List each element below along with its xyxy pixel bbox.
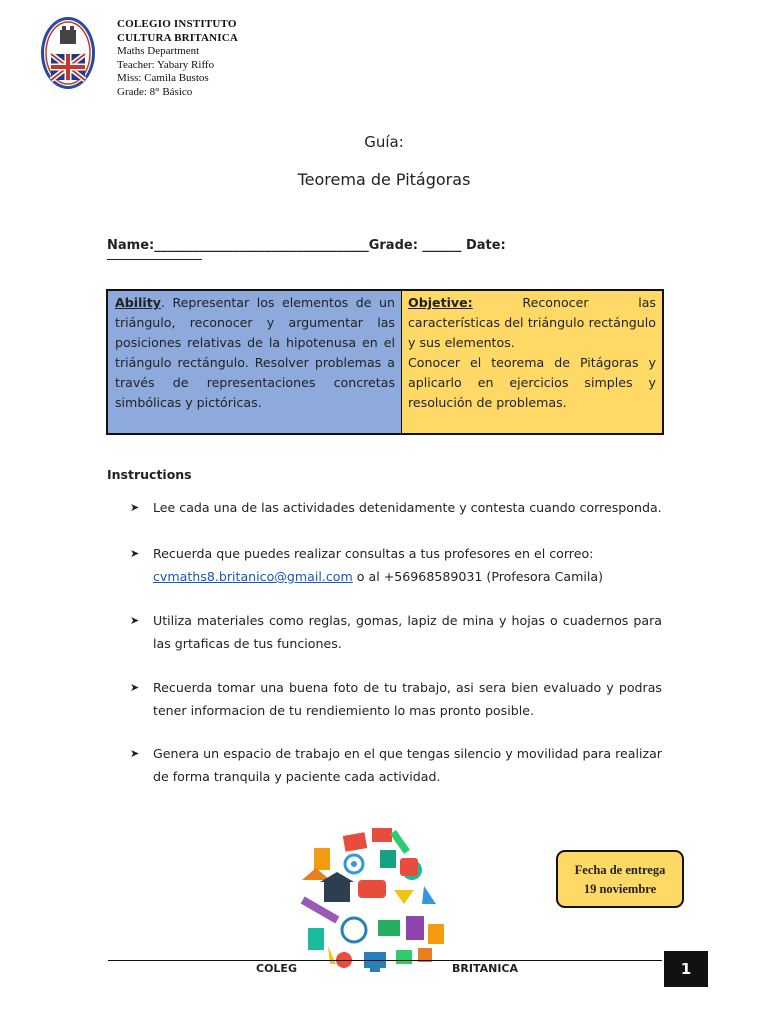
objective-word2: las xyxy=(638,295,656,310)
education-clipart xyxy=(284,820,458,986)
instruction-text: Recuerda que puedes realizar consultas a tus profesores en el correo: xyxy=(153,546,594,561)
department: Maths Department xyxy=(117,45,200,57)
instruction-item: ➤ Recuerda tomar una buena foto de tu trabajo, asi sera bien evaluado y podras tener informacion de tu rendiemiento lo mas pronto posible. xyxy=(130,676,662,722)
footer-rule xyxy=(108,960,662,961)
arrow-bullet-icon: ➤ xyxy=(130,547,140,560)
arrow-bullet-icon: ➤ xyxy=(130,747,140,760)
objective-text-1: características del triángulo rectángulo y sus elementos. xyxy=(408,315,656,350)
date-blank-line xyxy=(107,259,202,260)
objective-label: Objetive: xyxy=(408,295,473,310)
email-link[interactable]: cvmaths8.britanico@gmail.com xyxy=(153,569,353,584)
footer-text-left: COLEG xyxy=(256,962,297,975)
grade: Grade: 8° Básico xyxy=(117,85,193,98)
footer-text-right: BRITANICA xyxy=(452,962,518,975)
contact-phone: o al +56968589031 (Profesora Camila) xyxy=(352,569,604,584)
deadline-badge xyxy=(556,850,684,908)
instruction-item: ➤ Utiliza materiales como reglas, gomas, lapiz de mina y hojas o cuadernos para las grtaficas de tus funciones. xyxy=(130,609,662,655)
arrow-bullet-icon: ➤ xyxy=(130,681,140,694)
ability-objective-table xyxy=(106,289,664,435)
objective-cell xyxy=(402,291,662,433)
school-crest-icon xyxy=(40,16,96,90)
instruction-item: ➤ Genera un espacio de trabajo en el que tengas silencio y movilidad para realizar de forma tranquila y paciente cada actividad. xyxy=(130,742,662,788)
objective-text-2: Conocer el teorema de Pitágoras y aplicarlo en ejercicios simples y resolución de problemas. xyxy=(408,355,656,410)
arrow-bullet-icon: ➤ xyxy=(130,501,140,514)
page-number: 1 xyxy=(664,951,708,987)
deadline-date: 19 noviembre xyxy=(583,882,657,896)
deadline-label: Fecha de entrega xyxy=(574,863,666,877)
objective-word: Reconocer xyxy=(522,295,589,310)
arrow-bullet-icon: ➤ xyxy=(130,614,140,627)
ability-label: Ability xyxy=(115,295,161,310)
teacher: Teacher: Yabary Riffo xyxy=(117,58,215,71)
school-name-line1: COLEGIO INSTITUTO xyxy=(117,18,237,30)
ability-text: . Representar los elementos de un triángulo, reconocer y argumentar las posiciones relativas de la hipotenusa en el triángulo rectángulo. Resolver problemas a través de representaciones concretas simbólicas y pictóricas. xyxy=(115,295,395,410)
miss: Miss: Camila Bustos xyxy=(117,72,209,84)
guide-title: Guía: xyxy=(364,133,404,151)
name-grade-date-line: Name:_________________________________Grade: ______ Date: xyxy=(107,238,506,253)
instructions-title: Instructions xyxy=(107,467,192,482)
school-name-line2: CULTURA BRITANICA xyxy=(117,31,239,44)
ability-cell xyxy=(108,291,402,433)
topic-title: Teorema de Pitágoras xyxy=(297,170,471,189)
instruction-item: ➤ Lee cada una de las actividades detenidamente y contesta cuando corresponda. xyxy=(130,496,662,519)
instruction-item xyxy=(130,542,662,588)
